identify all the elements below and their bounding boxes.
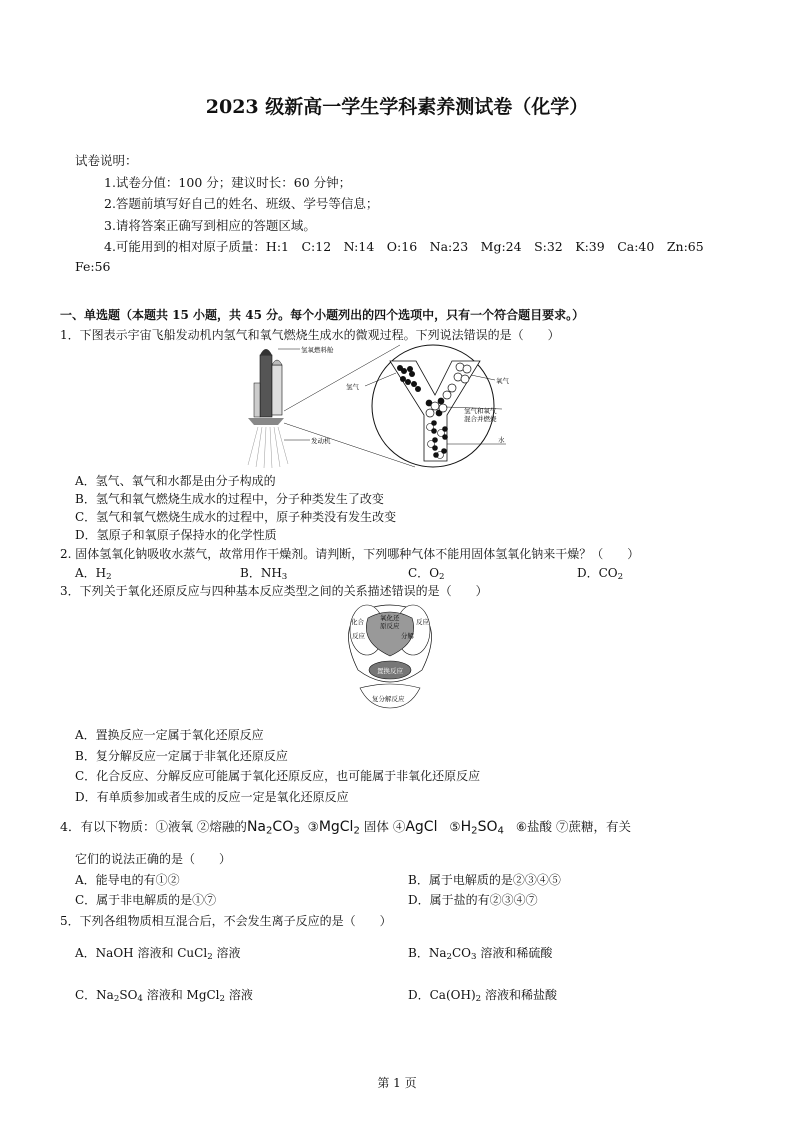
page-title: 2023 级新高一学生学科素养测试卷（化学）	[205, 96, 589, 118]
option: B．$Na_2CO_3$ 溶液和稀硫酸	[408, 946, 553, 963]
label-redox-1: 氧化还	[380, 614, 400, 622]
option: C．$O_2$	[408, 566, 445, 583]
option: A．置换反应一定属于氧化还原反应	[75, 728, 264, 742]
label-hydrogen: 氢气	[346, 383, 359, 391]
page-number: 第 1 页	[377, 1076, 417, 1090]
question-5-stem: 5．下列各组物质相互混合后，不会发生离子反应的是（ ）	[60, 914, 392, 928]
option: C．氢气和氧气燃烧生成水的过程中，原子种类没有发生改变	[75, 510, 397, 524]
label-mix-line1: 氢气和氧气	[464, 407, 497, 415]
option: C．$Na_2SO_4$ 溶液和 MgCl$_2$ 溶液	[75, 988, 253, 1005]
q3-figure	[330, 598, 450, 712]
option: B．复分解反应一定属于非氧化还原反应	[75, 749, 288, 763]
instruction-item: 2.答题前填写好自己的姓名、班级、学号等信息；	[104, 196, 379, 211]
label-fuel-tank: 氢氧燃料舱	[301, 346, 334, 354]
instruction-item-continued: Fe:56	[75, 259, 111, 274]
option: A．氢气、氧气和水都是由分子构成的	[75, 474, 276, 488]
option: C．属于非电解质的是①⑦	[75, 893, 217, 907]
question-2-stem: 2. 固体氢氧化钠吸收水蒸气，故常用作干燥剂。请判断，下列哪种气体不能用固体氢氧化钠来干燥？（ ）	[60, 547, 640, 561]
option: A．$H_2$	[75, 566, 112, 583]
option: B．属于电解质的是②③④⑤	[408, 873, 561, 887]
option: D．属于盐的有②③④⑦	[408, 893, 538, 907]
question-3-stem: 3．下列关于氧化还原反应与四种基本反应类型之间的关系描述错误的是（ ）	[60, 584, 488, 598]
label-combination: 化合	[351, 618, 364, 626]
option: B．$NH_3$	[240, 566, 288, 583]
option: D．$CO_2$	[577, 566, 624, 583]
label-decomposition: 分解	[401, 632, 414, 640]
instruction-item: 4.可能用到的相对原子质量：H:1 C:12 N:14 O:16 Na:23 Mg:24 S:32 K:39 Ca:40 Zn:65	[104, 239, 704, 254]
section-heading: 一、单选题（本题共 15 小题，共 45 分。每个小题列出的四个选项中，只有一个符合题目要求。）	[60, 308, 585, 322]
option: B．氢气和氧气燃烧生成水的过程中，分子种类发生了改变	[75, 492, 384, 506]
instruction-item: 1.试卷分值：100 分；建议时长：60 分钟；	[104, 175, 352, 190]
question-1-stem: 1．下图表示宇宙飞船发动机内氢气和氧气燃烧生成水的微观过程。下列说法错误的是（ ）	[60, 328, 560, 342]
option: D．氢原子和氧原子保持水的化学性质	[75, 528, 277, 542]
question-4-stem-line2: 它们的说法正确的是（ ）	[75, 852, 232, 866]
rocket-icon	[248, 349, 288, 468]
label-combination-2: 反应	[352, 632, 365, 640]
label-decomposition-2: 反应	[416, 618, 429, 626]
label-oxygen: 氧气	[496, 377, 509, 385]
label-double-displacement: 复分解反应	[372, 695, 405, 703]
instruction-item: 3.请将答案正确写到相应的答题区域。	[104, 218, 316, 233]
option: D．有单质参加或者生成的反应一定是氧化还原反应	[75, 790, 349, 804]
option: A．能导电的有①②	[75, 873, 180, 887]
label-engine: 发动机	[311, 437, 331, 445]
option: A．NaOH 溶液和 CuCl$_2$ 溶液	[75, 946, 241, 963]
instructions-heading: 试卷说明：	[75, 153, 138, 168]
option: C．化合反应、分解反应可能属于氧化还原反应，也可能属于非氧化还原反应	[75, 769, 481, 783]
q1-figure	[240, 343, 510, 473]
label-redox-2: 原反应	[380, 622, 400, 630]
label-displacement: 置换反应	[377, 667, 403, 675]
option: D．$Ca(OH)_2$ 溶液和稀盐酸	[408, 988, 557, 1005]
label-water: 水	[498, 436, 505, 444]
question-4-stem: 4．有以下物质：①液氧 ②熔融的$Na_2CO_3$ ③MgCl$_2$ 固体 ④AgCl $⑤H_2SO_4$ ⑥盐酸 ⑦蔗糖，有关	[60, 819, 632, 837]
label-mix-line2: 混合并燃烧	[464, 415, 497, 423]
